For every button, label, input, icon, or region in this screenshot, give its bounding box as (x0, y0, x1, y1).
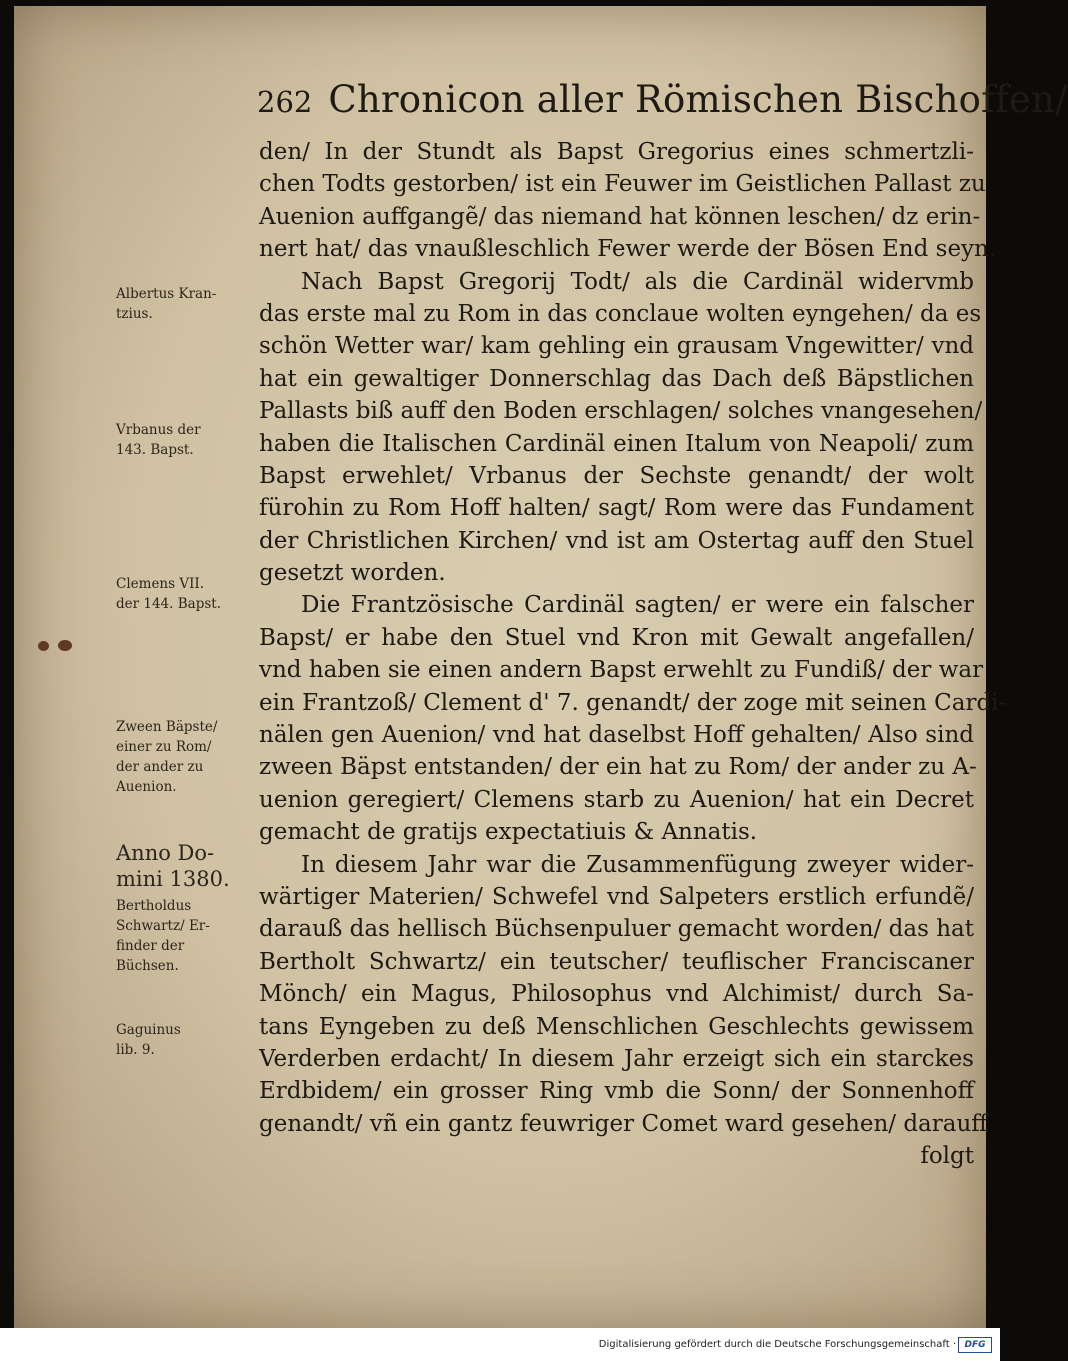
text-line: Auenion auffgangẽ/ das niemand hat können leschen/ dz erin- (259, 203, 981, 230)
margin-notes (14, 6, 254, 1328)
margin-note-krantzius: Albertus Kran- tzius. (116, 286, 217, 322)
text-line: chen Todts gestorben/ ist ein Feuwer im Geistlichen Pallast zu (259, 171, 986, 198)
footer-strip (0, 1328, 1000, 1361)
running-title: Chronicon aller Römischen Bischoffen/ (328, 78, 1068, 121)
text-line: Erdbidem/ ein grosser Ring vmb die Sonn/ der Sonnenhoff (259, 1078, 974, 1105)
text-line: Bapst/ er habe den Stuel vnd Kron mit Gewalt angefallen/ (259, 624, 974, 651)
text-line: fürohin zu Rom Hoff halten/ sagt/ Rom were das Fundament (259, 495, 974, 522)
text-line: der Christlichen Kirchen/ vnd ist am Ostertag auff den Stuel (259, 527, 974, 554)
margin-note-anno-domini: Anno Do- mini 1380. (116, 841, 230, 891)
text-line: hat ein gewaltiger Donnerschlag das Dach deß Bäpstlichen (259, 365, 974, 392)
text-line: Bertholt Schwartz/ ein teutscher/ teuflischer Franciscaner (259, 948, 974, 975)
text-line: ein Frantzoß/ Clement d' 7. genandt/ der zoge mit seinen Cardi- (259, 689, 1007, 716)
book-page (14, 6, 1068, 1328)
text-line: Pallasts biß auff den Boden erschlagen/ solches vnangesehen/ (259, 398, 983, 425)
text-line: schön Wetter war/ kam gehling ein grausam Vngewitter/ vnd (259, 333, 974, 360)
text-line: Die Frantzösische Cardinäl sagten/ er were ein falscher (301, 592, 974, 619)
body-text (259, 136, 1007, 1173)
text-line: nälen gen Auenion/ vnd hat daselbst Hoff gehalten/ Also sind (259, 722, 974, 749)
page-header (257, 78, 1068, 138)
text-line: vnd haben sie einen andern Bapst erwehlt zu Fundiß/ der war (259, 657, 984, 684)
text-line: wärtiger Materien/ Schwefel vnd Salpeters erstlich erfundẽ/ (259, 883, 974, 910)
text-line: zween Bäpst entstanden/ der ein hat zu Rom/ der ander zu A- (259, 754, 977, 781)
text-line: darauß das hellisch Büchsenpuluer gemacht worden/ das hat (259, 916, 974, 943)
margin-note-clemens: Clemens VII. der 144. Bapst. (116, 576, 221, 612)
text-line: Mönch/ ein Magus, Philosophus vnd Alchimist/ durch Sa- (259, 981, 974, 1008)
text-line: tans Eyngeben zu deß Menschlichen Geschlechts gewissem (259, 1013, 974, 1040)
text-line: haben die Italischen Cardinäl einen Italum von Neapoli/ zum (259, 430, 974, 457)
catchword: folgt (920, 1143, 974, 1170)
text-line: genandt/ vñ ein gantz feuwriger Comet ward gesehen/ darauff (259, 1110, 988, 1137)
text-line: das erste mal zu Rom in das conclaue wolten eyngehen/ da es (259, 300, 982, 327)
digitization-credit: Digitalisierung gefördert durch die Deutsche Forschungsgemeinschaft · (598, 1339, 956, 1350)
text-line: nert hat/ das vnaußleschlich Fewer werde der Bösen End seyn. (259, 236, 997, 263)
margin-note-bertholdus: Bertholdus Schwartz/ Er- finder der Büchsen. (116, 898, 210, 974)
text-line: Nach Bapst Gregorij Todt/ als die Cardinäl widervmb (301, 268, 974, 295)
text-line: In diesem Jahr war die Zusammenfügung zweyer wider- (301, 851, 974, 878)
page-number: 262 (257, 85, 313, 119)
margin-note-gaguinus: Gaguinus lib. 9. (116, 1022, 181, 1058)
margin-note-zween-baepste: Zween Bäpste/ einer zu Rom/ der ander zu Auenion. (116, 719, 218, 795)
text-line: gemacht de gratijs expectatiuis & Annatis. (259, 819, 758, 846)
text-line: Verderben erdacht/ In diesem Jahr erzeigt sich ein starckes (259, 1045, 974, 1072)
ink-blot (36, 638, 76, 654)
text-line: Bapst erwehlet/ Vrbanus der Sechste genandt/ der wolt (259, 462, 974, 489)
margin-note-vrbanus: Vrbanus der 143. Bapst. (116, 422, 201, 458)
text-line: gesetzt worden. (259, 560, 446, 587)
dfg-logo: DFG (958, 1337, 992, 1353)
text-line: den/ In der Stundt als Bapst Gregorius eines schmertzli- (259, 139, 974, 165)
text-line: uenion geregiert/ Clemens starb zu Auenion/ hat ein Decret (259, 786, 974, 813)
